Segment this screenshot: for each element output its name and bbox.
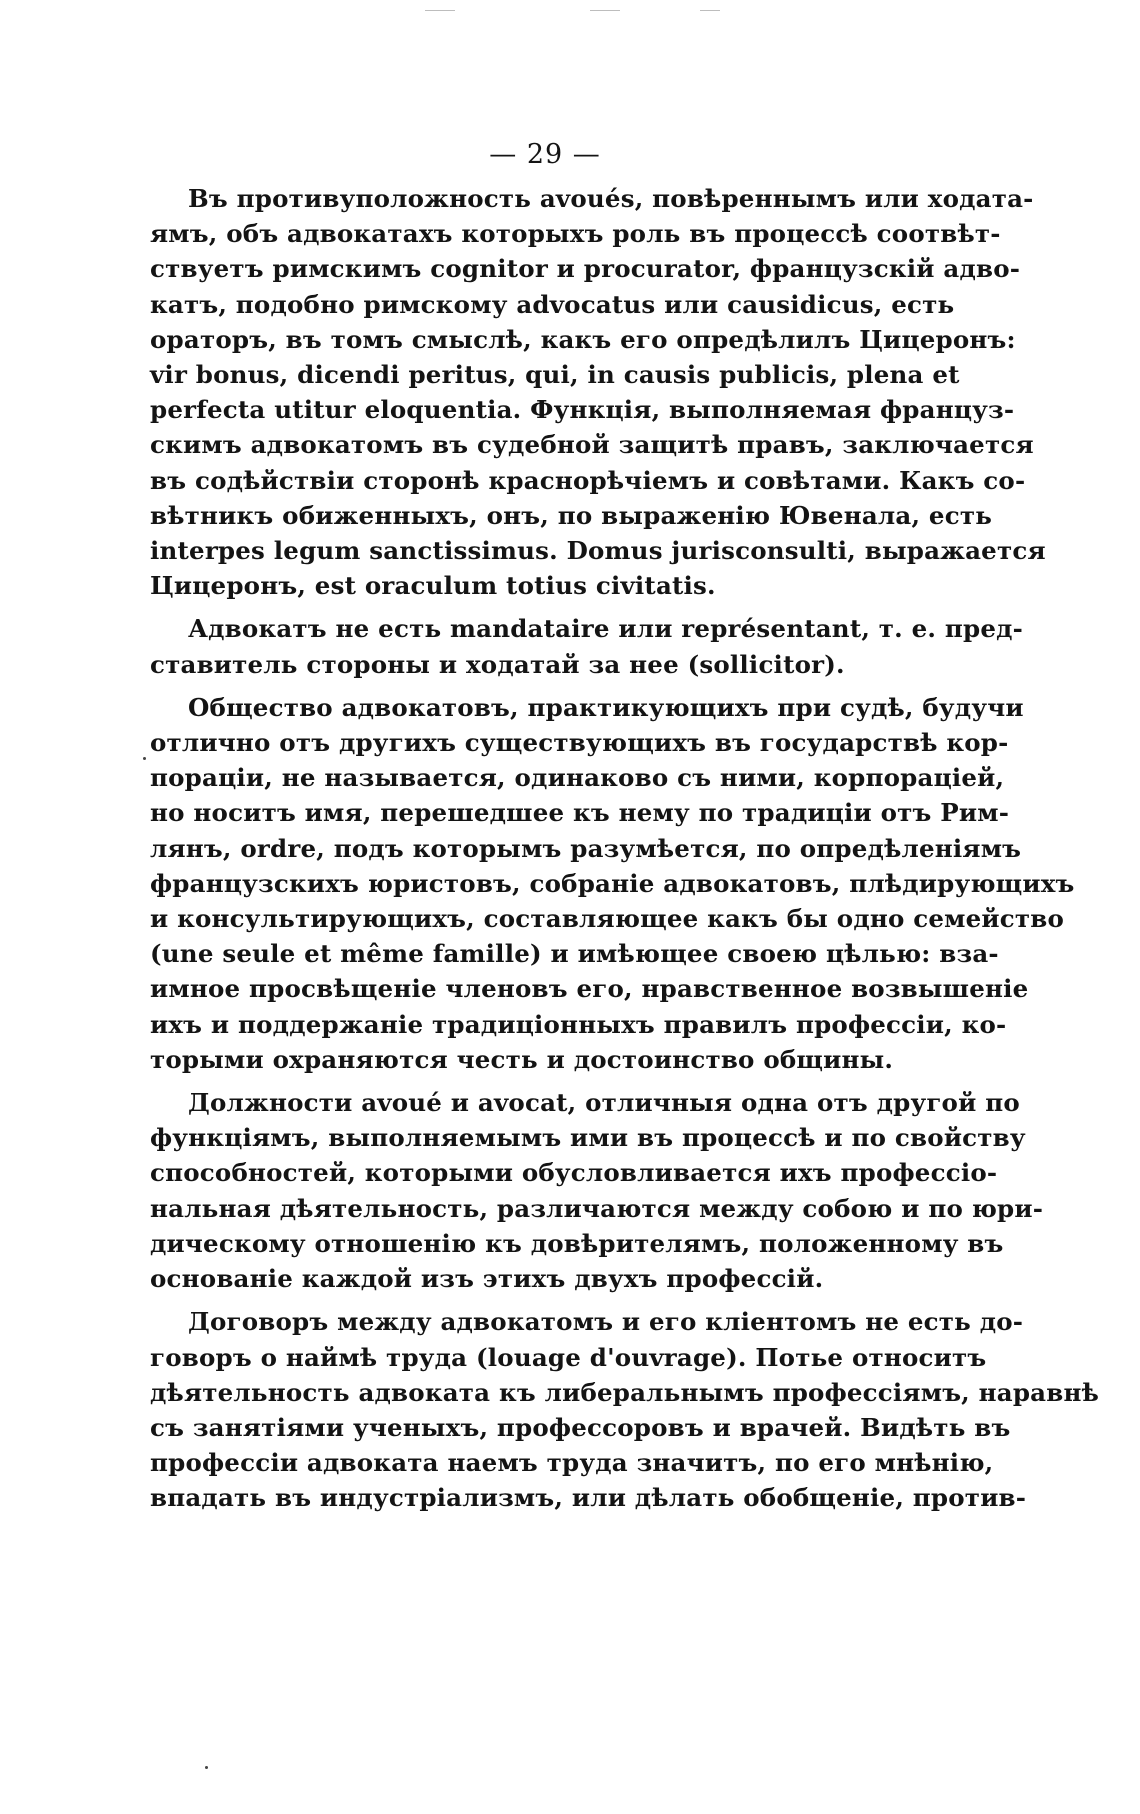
text-line: Въ противуположность avoués, повѣреннымъ или ходата- bbox=[188, 184, 1034, 213]
text-line: дическому отношенію къ довѣрителямъ, положенному въ bbox=[150, 1228, 1004, 1258]
paragraph bbox=[150, 690, 1075, 1077]
scan-speck bbox=[205, 1766, 208, 1769]
text-line: катъ, подобно римскому advocatus или causidicus, есть bbox=[150, 289, 955, 319]
text-line: французскихъ юристовъ, собраніе адвокатовъ, плѣдирующихъ bbox=[150, 868, 1075, 898]
text-body bbox=[150, 181, 1100, 1516]
text-line: но носитъ имя, перешедшее къ нему по традиціи отъ Рим- bbox=[150, 798, 1010, 828]
text-line: нальная дѣятельность, различаются между собою и по юри- bbox=[150, 1193, 1044, 1223]
text-line: торыми охраняются честь и достоинство общины. bbox=[150, 1044, 894, 1074]
book-page bbox=[150, 135, 1100, 1516]
text-line: Должности avoué и avocat, отличныя одна отъ другой по bbox=[188, 1088, 1020, 1118]
text-line: Цицеронъ, est oraculum totius civitatis. bbox=[150, 571, 716, 601]
text-line: впадать въ индустріализмъ, или дѣлать обобщеніе, против- bbox=[150, 1483, 1027, 1513]
page-number: — 29 — bbox=[489, 139, 601, 170]
text-line: (une seule et même famille) и имѣющее своею цѣлью: вза- bbox=[150, 939, 999, 969]
scan-edge-mark bbox=[590, 10, 620, 11]
text-line: скимъ адвокатомъ въ судебной защитѣ правъ, заключается bbox=[150, 430, 1034, 460]
text-line: основаніе каждой изъ этихъ двухъ профессій. bbox=[150, 1264, 824, 1294]
paragraph bbox=[150, 1304, 1100, 1515]
text-line: съ занятіями ученыхъ, профессоровъ и врачей. Видѣть въ bbox=[150, 1412, 1011, 1442]
text-line: и консультирующихъ, составляющее какъ бы одно семейство bbox=[150, 904, 1065, 934]
text-line: дѣятельность адвоката къ либеральнымъ профессіямъ, наравнѣ bbox=[150, 1377, 1100, 1407]
text-line: въ содѣйствіи сторонѣ краснорѣчіемъ и совѣтами. Какъ со- bbox=[150, 465, 1026, 495]
text-line: профессіи адвоката наемъ труда значитъ, по его мнѣнію, bbox=[150, 1448, 994, 1478]
text-line: ставитель стороны и ходатай за нее (sollicitor). bbox=[150, 649, 845, 679]
text-line: interpes legum sanctissimus. Domus jurisconsulti, выражается bbox=[150, 536, 1046, 566]
text-line: perfecta utitur eloquentia. Функція, выполняемая француз- bbox=[150, 395, 1015, 425]
text-line: отлично отъ другихъ существующихъ въ государствѣ кор- bbox=[150, 728, 1009, 758]
text-line: имное просвѣщеніе членовъ его, нравственное возвышеніе bbox=[150, 974, 1029, 1004]
paragraph bbox=[150, 1085, 1044, 1296]
scan-edge-mark bbox=[425, 10, 455, 11]
text-line: ихъ и поддержаніе традиціонныхъ правилъ профессіи, ко- bbox=[150, 1009, 1007, 1039]
text-line: способностей, которыми обусловливается ихъ профессіо- bbox=[150, 1158, 998, 1188]
scan-speck bbox=[143, 757, 146, 760]
text-line: Общество адвокатовъ, практикующихъ при судѣ, будучи bbox=[188, 692, 1024, 722]
paragraph bbox=[150, 181, 1046, 603]
text-line: vir bonus, dicendi peritus, qui, in causis publicis, plena et bbox=[150, 360, 960, 390]
text-line: Договоръ между адвокатомъ и его кліентомъ не есть до- bbox=[188, 1307, 1024, 1337]
paragraph bbox=[150, 611, 1024, 681]
text-line: вѣтникъ обиженныхъ, онъ, по выраженію Ювенала, есть bbox=[150, 500, 993, 530]
text-line: ораторъ, въ томъ смыслѣ, какъ его опредѣлилъ Цицеронъ: bbox=[150, 324, 1016, 354]
text-line: лянъ, ordre, подъ которымъ разумѣется, по опредѣленіямъ bbox=[150, 833, 1022, 863]
text-line: говоръ о наймѣ труда (louage d'ouvrage). Потье относитъ bbox=[150, 1342, 987, 1372]
text-line: ствуетъ римскимъ cognitor и procurator, французскій адво- bbox=[150, 254, 1021, 284]
text-line: ямъ, объ адвокатахъ которыхъ роль въ процессѣ соотвѣт- bbox=[150, 219, 1001, 249]
scan-edge-mark bbox=[700, 10, 720, 11]
text-line: функціямъ, выполняемымъ ими въ процессѣ и по свойству bbox=[150, 1123, 1026, 1153]
text-line: пораціи, не называется, одинаково съ ними, корпораціей, bbox=[150, 763, 1005, 793]
text-line: Адвокатъ не есть mandataire или représentant, т. е. пред- bbox=[188, 614, 1024, 644]
